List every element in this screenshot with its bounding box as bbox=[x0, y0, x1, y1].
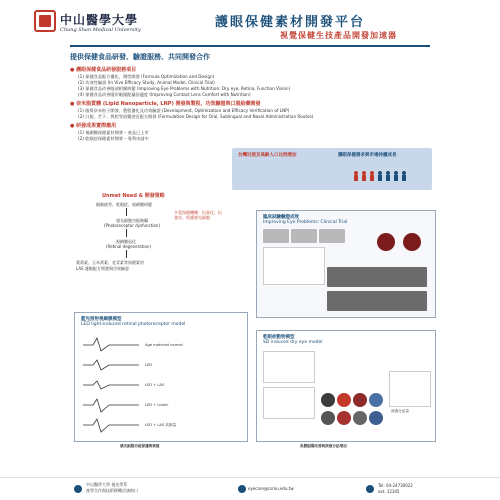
section-line: (4) 保健食品改善隱形眼鏡配戴舒適度 (Improving Contact Lens Comfort with Nutrition) bbox=[78, 92, 251, 97]
people-icon bbox=[352, 170, 412, 182]
flow-title: Unmet Need & 開發策略 bbox=[102, 193, 165, 199]
clinical-panel bbox=[256, 210, 436, 318]
footer-org bbox=[86, 482, 138, 494]
flow-step: LAS 護眼配方開發與功效驗證 bbox=[76, 266, 129, 271]
university-name: 中山醫學大學 bbox=[60, 13, 139, 27]
tear-label: 淚液分泌量 bbox=[391, 409, 409, 413]
dry-eye-chart bbox=[263, 351, 315, 383]
section-line: (3) 保健食品改善眼部相關病變 (Improving Eye Problems with Nutrition: Dry eye, Retina, Function Vision) bbox=[78, 86, 291, 91]
led-group-label: Age matched normal bbox=[145, 343, 183, 347]
clinical-chart bbox=[263, 247, 325, 285]
footer bbox=[0, 477, 500, 500]
footer-phone bbox=[378, 483, 413, 495]
page-title: 護眼保健素材開發平台 bbox=[215, 15, 366, 30]
flow-step: 眼睛疲勞、乾眼症、視網膜病變 bbox=[96, 202, 152, 207]
footer-contact: 產學合作與技術移轉洽詢窗口 bbox=[86, 488, 138, 493]
cornea-image bbox=[369, 411, 383, 425]
university-name-en: Chung Shan Medical University bbox=[60, 27, 141, 33]
location-icon bbox=[74, 485, 82, 493]
flow-arrow bbox=[126, 250, 127, 258]
tear-chart bbox=[389, 371, 431, 407]
phone-icon bbox=[366, 485, 374, 493]
oct-image bbox=[263, 229, 289, 243]
dry-eye-title: 乾眼症動物模型 bbox=[263, 335, 295, 340]
dry-eye-subtitle: SD induced dry eye model bbox=[263, 340, 323, 345]
led-group-label: LED + Lutein bbox=[145, 403, 169, 407]
led-subtitle: LED light-induced retinal photoreceptor model bbox=[81, 322, 186, 327]
flow-step: (Photoreceptor dysfunction) bbox=[104, 223, 161, 228]
led-title: 藍光照射視網膜模型 bbox=[81, 317, 122, 322]
erg-waveforms bbox=[81, 335, 141, 435]
footer-email[interactable]: eyecare@csmu.edu.tw bbox=[248, 486, 294, 491]
intro-heading: 提供保健食品研發、驗證服務、共同開發合作 bbox=[70, 53, 210, 61]
cornea-image bbox=[369, 393, 383, 407]
led-group-label: LED + LAS 高劑量 bbox=[145, 423, 177, 427]
flow-side-note: 多重保健機轉：抗氧化、抗發炎、保護感光細胞 bbox=[174, 210, 222, 220]
flow-step: 葉黃素、玉米黃素、花青素等保健素材 bbox=[76, 260, 144, 265]
oct-image bbox=[319, 229, 345, 243]
cornea-image bbox=[353, 393, 367, 407]
footer-org-name: 中山醫學大學 視光學系 bbox=[86, 482, 128, 487]
section-line: (2) 功效性驗證 (In Vivo Efficacy Study, Animal Model, Clinical Trial) bbox=[78, 80, 215, 85]
banner-right-text: 護眼保健需求與市場持續成長 bbox=[338, 153, 397, 158]
oct-scan bbox=[327, 291, 427, 311]
clinical-subtitle: Improving Eye Problems: Clinical Trial bbox=[263, 220, 348, 225]
cornea-image bbox=[321, 393, 335, 407]
flow-step: (Retinal degeneration) bbox=[106, 244, 151, 249]
fundus-image bbox=[377, 233, 395, 251]
cornea-image bbox=[337, 411, 351, 425]
footer-phone-number[interactable]: Tel: 04-24730022 bbox=[378, 483, 413, 488]
banner-left-text: 台灣近視及高齡人口比例增加 bbox=[238, 153, 297, 158]
section-line: (1) 脂質奈米粒子開發、製程優化及功效驗證 (Development, Optimization and Efficacy Verification of LNP) bbox=[78, 108, 290, 113]
section-line: (2) 乾眼症保健素材開發 – 專利申請中 bbox=[78, 136, 149, 141]
oct-image bbox=[291, 229, 317, 243]
dry-eye-caption: 角膜損傷改善與淚液分泌增加 bbox=[300, 444, 347, 448]
led-model-panel bbox=[74, 312, 248, 442]
led-caption: 感光細胞功能保護與恢復 bbox=[120, 444, 160, 448]
led-group-label: LED + LAS bbox=[145, 383, 165, 387]
cornea-image bbox=[337, 393, 351, 407]
flow-step: 視網膜退化 bbox=[116, 239, 136, 244]
dry-eye-panel bbox=[256, 330, 436, 442]
unmet-need-flow bbox=[74, 192, 224, 292]
mail-icon bbox=[238, 485, 246, 493]
section-title: ● 奈米脂質體 (Lipid Nanoparticle, LNP) 開發與製程、功效驗證與口服給藥開發 bbox=[70, 100, 430, 107]
flow-step: 感光細胞功能障礙 bbox=[116, 218, 148, 223]
section-line: (2) 口服、舌下、鼻腔等給藥途徑配方開發 (Formulation Design for Oral, Sublingual and Nasal Administration Routes) bbox=[78, 114, 314, 119]
intro-section bbox=[70, 52, 430, 142]
cornea-image bbox=[321, 411, 335, 425]
footer-phone-ext: ext. 12345 bbox=[378, 489, 400, 494]
dry-eye-chart bbox=[263, 387, 315, 419]
section-line: (1) 保健食品配方優化、劑型開發 (Formula Optimization and Design) bbox=[78, 74, 215, 79]
header-divider bbox=[70, 45, 430, 47]
flow-arrow bbox=[126, 208, 127, 216]
fundus-image bbox=[403, 233, 421, 251]
university-logo bbox=[34, 10, 56, 32]
clinical-title: 臨床試驗驗證成效 bbox=[263, 215, 299, 220]
section-title: ● 研發成果實際應用 bbox=[70, 122, 430, 129]
oct-scan bbox=[327, 267, 427, 287]
page-subtitle: 視覺保健生技產品開發加速器 bbox=[280, 31, 397, 40]
led-group-label: LED bbox=[145, 363, 153, 367]
header bbox=[0, 0, 500, 46]
section-title: ● 護眼保健食品研發服務項目 bbox=[70, 66, 430, 73]
flow-arrow bbox=[126, 229, 127, 237]
stats-banner bbox=[232, 148, 432, 190]
section-line: (1) 視網膜保健素材開發 – 產品已上市 bbox=[78, 130, 149, 135]
cornea-image bbox=[353, 411, 367, 425]
